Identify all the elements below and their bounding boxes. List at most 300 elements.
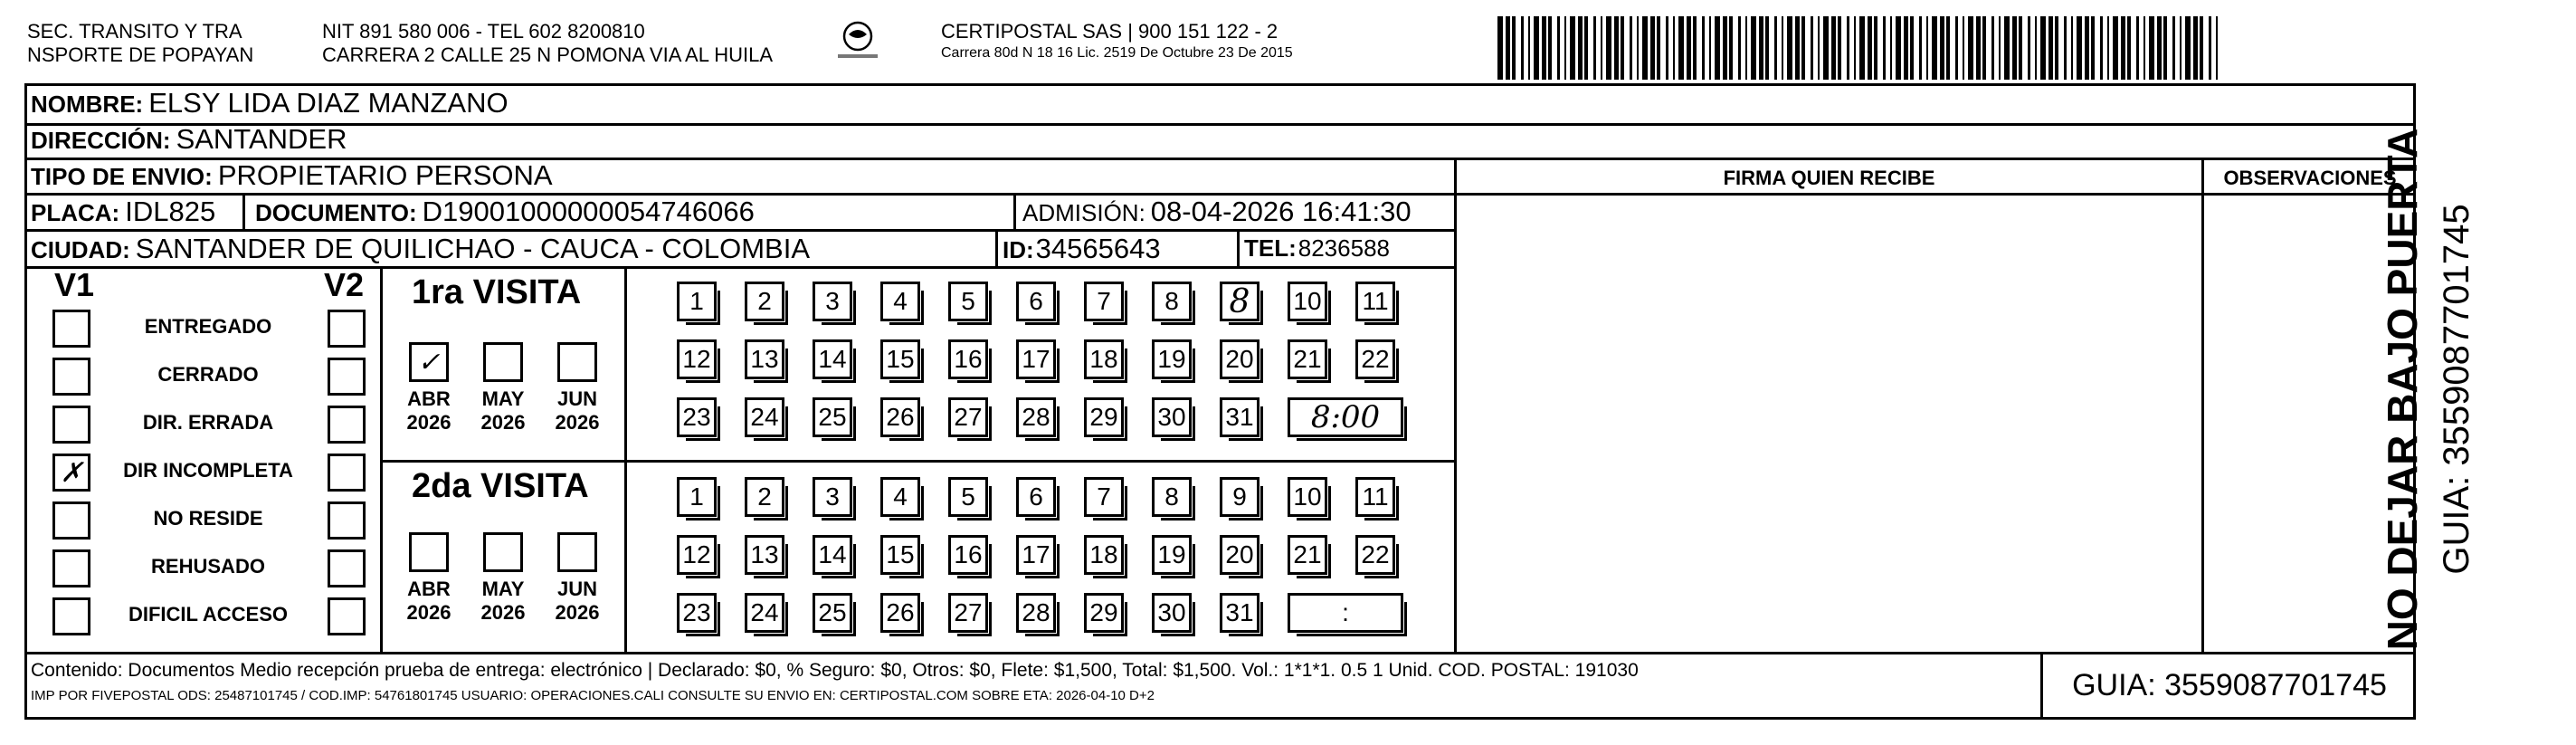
barcode-bar — [1896, 16, 1901, 80]
barcode-bar — [1765, 16, 1769, 80]
barcode-bar — [2193, 16, 2198, 80]
day-box[interactable] — [745, 535, 784, 575]
month-label — [540, 578, 614, 625]
sender-info — [322, 20, 773, 67]
barcode-bar — [1811, 16, 1813, 80]
barcode-bar — [1542, 16, 1546, 80]
day-box[interactable] — [948, 282, 988, 321]
barcode-bar — [1570, 16, 1575, 80]
day-number: 25 — [818, 598, 847, 626]
visit1-title: 1ra VISITA — [412, 273, 582, 311]
day-box[interactable] — [813, 535, 852, 575]
month-name: MAY — [481, 387, 525, 410]
barcode-bar — [2180, 16, 2182, 80]
month-name: MAY — [481, 578, 525, 600]
day-box[interactable] — [948, 477, 988, 517]
time-value: 8:00 — [1310, 399, 1381, 435]
day-box[interactable] — [745, 339, 784, 379]
day-number: 27 — [954, 403, 983, 431]
day-number: 8 — [1164, 287, 1179, 315]
day-number: 15 — [886, 345, 915, 373]
day-box[interactable] — [677, 397, 717, 437]
barcode-bar — [2157, 16, 2162, 80]
day-handwritten-mark: 8 — [1229, 282, 1250, 320]
day-number: 21 — [1293, 540, 1322, 568]
barcode-bar — [2071, 16, 2073, 80]
month-checkbox[interactable] — [483, 532, 523, 572]
barcode-bar — [2064, 16, 2067, 80]
no-dejar-bajo-puerta: NO DEJAR BAJO PUERTA — [2379, 128, 2426, 651]
barcode-bar — [1868, 16, 1872, 80]
day-number: 3 — [825, 482, 840, 511]
month-checkbox[interactable] — [409, 342, 449, 382]
ciudad-cell — [31, 233, 810, 265]
barcode-bar — [1709, 16, 1711, 80]
day-number: 25 — [818, 403, 847, 431]
day-number: 18 — [1089, 345, 1118, 373]
day-number: 19 — [1157, 540, 1186, 568]
barcode-bar — [1715, 16, 1720, 80]
direccion-row — [31, 123, 347, 156]
day-box[interactable] — [813, 282, 852, 321]
day-number: 29 — [1089, 403, 1118, 431]
day-number: 14 — [818, 540, 847, 568]
barcode-bar — [1831, 16, 1836, 80]
day-number: 16 — [954, 540, 983, 568]
day-number: 18 — [1089, 540, 1118, 568]
day-box[interactable] — [677, 339, 717, 379]
day-number: 2 — [757, 287, 772, 315]
barcode-bar — [2149, 16, 2154, 80]
sender-name-line-2: NSPORTE DE POPAYAN — [27, 43, 254, 66]
barcode-bar — [1557, 16, 1560, 80]
month-name: JUN — [556, 578, 597, 600]
time-box-shadow — [1297, 602, 1407, 636]
day-number: 22 — [1361, 540, 1390, 568]
barcode-bar — [1968, 16, 1973, 80]
barcode-bar — [1678, 16, 1684, 80]
day-box[interactable] — [948, 339, 988, 379]
sender-address: CARRERA 2 CALLE 25 N POMONA VIA AL HUILA — [322, 43, 774, 66]
barcode-bar — [1497, 16, 1503, 80]
visit2-title: 2da VISITA — [412, 467, 589, 505]
barcode-bar — [1650, 16, 1655, 80]
day-box[interactable] — [880, 535, 920, 575]
barcode-bar — [1818, 16, 1820, 80]
barcode-bar — [2143, 16, 2145, 80]
day-box[interactable] — [677, 282, 717, 321]
barcode-bar — [2028, 16, 2030, 80]
barcode-bar — [1506, 16, 1510, 80]
day-box[interactable] — [1152, 477, 1192, 517]
day-number: 22 — [1361, 345, 1390, 373]
v2-label: V2 — [324, 266, 365, 303]
carrier-name: CERTIPOSTAL SAS | 900 151 122 - 2 — [941, 20, 1278, 43]
barcode-bar — [2172, 16, 2175, 80]
nombre-row — [31, 87, 509, 119]
direccion-value: SANTANDER — [176, 123, 347, 155]
day-box[interactable] — [813, 477, 852, 517]
day-number: 28 — [1022, 598, 1050, 626]
day-number: 24 — [750, 598, 779, 626]
v1-checkbox[interactable] — [52, 310, 90, 348]
day-box[interactable] — [745, 397, 784, 437]
barcode-bar — [1991, 16, 1994, 80]
v2-checkbox[interactable] — [328, 406, 366, 444]
day-box[interactable] — [1152, 282, 1192, 321]
day-box[interactable] — [745, 282, 784, 321]
v2-checkbox[interactable] — [328, 454, 366, 492]
day-number: 9 — [1232, 482, 1247, 511]
day-box[interactable] — [1288, 477, 1327, 517]
barcode-bar — [1521, 16, 1524, 80]
barcode-bar — [2136, 16, 2139, 80]
month-year: 2026 — [406, 601, 452, 624]
placa-value: IDL825 — [125, 196, 216, 227]
day-box[interactable] — [677, 477, 717, 517]
v1-label: V1 — [54, 266, 95, 303]
barcode-bar — [2004, 16, 2010, 80]
firma-header: FIRMA QUIEN RECIBE — [1723, 167, 1935, 189]
barcode-bar — [2163, 16, 2167, 80]
barcode-bar — [2085, 16, 2089, 80]
day-box[interactable] — [948, 535, 988, 575]
day-box[interactable] — [745, 593, 784, 633]
month-label — [466, 387, 540, 435]
barcode-bar — [1621, 16, 1624, 80]
day-box[interactable] — [1355, 477, 1395, 517]
barcode-bar — [1548, 16, 1552, 80]
day-number: 11 — [1362, 287, 1389, 315]
month-year: 2026 — [480, 601, 526, 624]
imp-line: IMP POR FIVEPOSTAL ODS: 25487101745 / COD.IMP: 54761801745 USUARIO: OPERACIONES.CALI CONSULTE SU ENVIO EN: CERTIPOSTAL.COM SOBRE ETA: 2026-04-10 D+2 — [31, 688, 1155, 703]
placa-cell — [31, 196, 215, 228]
barcode-bar — [1578, 16, 1583, 80]
month-label — [392, 578, 466, 625]
barcode-bar — [1601, 16, 1602, 80]
status-reason-label: ENTREGADO — [144, 315, 272, 338]
day-number: 6 — [1029, 287, 1043, 315]
barcode-bar — [1795, 16, 1800, 80]
v1-checkbox[interactable] — [52, 501, 90, 540]
status-reason-label: REHUSADO — [151, 555, 265, 578]
day-box[interactable] — [1220, 535, 1259, 575]
month-checkbox[interactable] — [557, 532, 597, 572]
day-box[interactable] — [677, 535, 717, 575]
v2-checkbox[interactable] — [328, 310, 366, 348]
month-year: 2026 — [555, 601, 600, 624]
ciudad-label: CIUDAD: — [31, 236, 130, 263]
day-number: 7 — [1097, 482, 1111, 511]
barcode-bar — [1723, 16, 1727, 80]
day-box[interactable] — [1220, 339, 1259, 379]
sender-nit: NIT 891 580 006 - TEL 602 8200810 — [322, 20, 645, 43]
id-cell — [1003, 233, 1161, 265]
day-box[interactable] — [1084, 282, 1124, 321]
status-reason-label: DIR INCOMPLETA — [123, 459, 293, 482]
barcode-bar — [1666, 16, 1668, 80]
barcode-bar — [1999, 16, 2001, 80]
day-number: 1 — [689, 287, 704, 315]
barcode-bar — [1823, 16, 1829, 80]
barcode-bar — [1859, 16, 1865, 80]
barcode-bar — [1787, 16, 1792, 80]
day-number: 15 — [886, 540, 915, 568]
status-reason-label: DIR. ERRADA — [142, 411, 274, 434]
v2-checkbox[interactable] — [328, 549, 366, 587]
barcode-bar — [2048, 16, 2053, 80]
month-checkbox[interactable] — [483, 342, 523, 382]
barcode-bar — [2185, 16, 2191, 80]
ciudad-value: SANTANDER DE QUILICHAO - CAUCA - COLOMBIA — [135, 233, 811, 264]
barcode-bar — [1593, 16, 1596, 80]
v1-checkbox[interactable] — [52, 597, 90, 635]
day-number: 23 — [682, 598, 711, 626]
barcode-bar — [1606, 16, 1611, 80]
v2-checkbox[interactable] — [328, 597, 366, 635]
documento-cell — [255, 196, 755, 228]
day-box[interactable] — [1220, 477, 1259, 517]
side-guia: GUIA: 3559087701745 — [2437, 204, 2476, 575]
barcode-bar — [2035, 16, 2037, 80]
month-name: ABR — [407, 578, 451, 600]
barcode-bar — [1693, 16, 1697, 80]
barcode-bar — [2012, 16, 2017, 80]
day-box[interactable] — [1016, 397, 1056, 437]
day-number: 4 — [893, 287, 908, 315]
barcode-bar — [1774, 16, 1777, 80]
barcode-bar — [1637, 16, 1639, 80]
v2-checkbox[interactable] — [328, 358, 366, 396]
barcode-bar — [2019, 16, 2022, 80]
day-box[interactable] — [1084, 477, 1124, 517]
v2-checkbox[interactable] — [328, 501, 366, 540]
carrier-info — [941, 20, 1293, 63]
tipo-envio-value: PROPIETARIO PERSONA — [217, 159, 553, 191]
barcode-bar — [1982, 16, 1986, 80]
day-box[interactable] — [1084, 339, 1124, 379]
observaciones-header: OBSERVACIONES — [2223, 167, 2397, 189]
v1-checkbox[interactable] — [52, 358, 90, 396]
day-number: 27 — [954, 598, 983, 626]
day-number: 24 — [750, 403, 779, 431]
barcode-bar — [1702, 16, 1705, 80]
day-number: 11 — [1362, 482, 1389, 511]
barcode-bar — [1759, 16, 1763, 80]
barcode-bar — [1874, 16, 1877, 80]
barcode-bar — [1838, 16, 1841, 80]
footer-guia: GUIA: 3559087701745 — [2072, 668, 2387, 702]
day-number: 16 — [954, 345, 983, 373]
barcode-bar — [1940, 16, 1944, 80]
time-box[interactable] — [1288, 397, 1403, 437]
barcode-bar — [1534, 16, 1539, 80]
barcode-bar — [1729, 16, 1733, 80]
day-box[interactable] — [1016, 477, 1056, 517]
barcode-bar — [1890, 16, 1892, 80]
month-check-mark: ✓ — [417, 346, 441, 378]
day-box[interactable] — [813, 339, 852, 379]
day-number: 26 — [886, 403, 915, 431]
month-year: 2026 — [555, 411, 600, 434]
month-name: ABR — [407, 387, 451, 410]
month-year: 2026 — [480, 411, 526, 434]
barcode-bar — [1854, 16, 1856, 80]
day-number: 30 — [1157, 598, 1186, 626]
barcode-bar — [1801, 16, 1805, 80]
barcode-bar — [1614, 16, 1619, 80]
day-box[interactable] — [948, 593, 988, 633]
tel-value: 8236588 — [1298, 234, 1390, 262]
direccion-label: DIRECCIÓN: — [31, 127, 171, 154]
time-box[interactable] — [1288, 593, 1403, 633]
day-box[interactable] — [1220, 593, 1259, 633]
day-number: 20 — [1225, 540, 1254, 568]
day-number: 23 — [682, 403, 711, 431]
day-box[interactable] — [813, 593, 852, 633]
day-number: 26 — [886, 598, 915, 626]
day-box[interactable] — [1016, 535, 1056, 575]
day-box[interactable] — [880, 593, 920, 633]
day-number: 5 — [961, 482, 975, 511]
barcode-bar — [1673, 16, 1675, 80]
barcode-bar — [1932, 16, 1937, 80]
day-number: 10 — [1293, 287, 1322, 315]
barcode-bar — [2121, 16, 2125, 80]
v1-checkbox[interactable] — [52, 454, 90, 492]
tel-label: TEL: — [1244, 234, 1297, 262]
day-box[interactable] — [880, 477, 920, 517]
month-checkbox[interactable] — [557, 342, 597, 382]
day-number: 20 — [1225, 345, 1254, 373]
sender-name — [27, 20, 253, 67]
day-box[interactable] — [1016, 593, 1056, 633]
day-box[interactable] — [1355, 535, 1395, 575]
day-number: 13 — [750, 540, 779, 568]
documento-value: D19001000000054746066 — [422, 196, 755, 227]
barcode-bar — [1946, 16, 1950, 80]
tipo-envio-row — [31, 159, 553, 192]
nombre-value: ELSY LIDA DIAZ MANZANO — [148, 87, 509, 119]
day-number: 14 — [818, 345, 847, 373]
day-box[interactable] — [1288, 339, 1327, 379]
time-value: : — [1342, 598, 1349, 626]
day-number: 4 — [893, 482, 908, 511]
day-box[interactable] — [948, 397, 988, 437]
day-box[interactable] — [1355, 339, 1395, 379]
barcode-bar — [1584, 16, 1588, 80]
day-box[interactable] — [880, 282, 920, 321]
header-barcode — [1497, 16, 2230, 80]
day-box[interactable] — [1084, 397, 1124, 437]
day-number: 29 — [1089, 598, 1118, 626]
day-box[interactable] — [1220, 397, 1259, 437]
day-number: 21 — [1293, 345, 1322, 373]
day-box[interactable] — [813, 397, 852, 437]
barcode-bar — [2055, 16, 2058, 80]
barcode-bar — [1904, 16, 1908, 80]
barcode-bar — [2113, 16, 2118, 80]
day-box[interactable] — [1016, 282, 1056, 321]
day-box[interactable] — [1288, 282, 1327, 321]
day-number: 19 — [1157, 345, 1186, 373]
barcode-bar — [1847, 16, 1849, 80]
day-box[interactable] — [1084, 535, 1124, 575]
tipo-envio-label: TIPO DE ENVIO: — [31, 163, 213, 190]
day-number: 12 — [682, 345, 711, 373]
admision-cell — [1022, 196, 1412, 228]
day-number: 17 — [1022, 345, 1050, 373]
v1-checkbox[interactable] — [52, 549, 90, 587]
id-value: 34565643 — [1035, 233, 1161, 264]
barcode-bar — [1687, 16, 1691, 80]
month-year: 2026 — [406, 411, 452, 434]
day-box[interactable] — [1084, 593, 1124, 633]
day-number: 1 — [689, 482, 704, 511]
day-number: 28 — [1022, 403, 1050, 431]
barcode-bar — [1883, 16, 1886, 80]
day-box[interactable] — [1152, 397, 1192, 437]
status-reason-label: DIFICIL ACCESO — [128, 603, 288, 626]
barcode-bar — [1926, 16, 1928, 80]
barcode-bar — [1751, 16, 1756, 80]
day-number: 3 — [825, 287, 840, 315]
day-box[interactable] — [1355, 282, 1395, 321]
barcode-bar — [1745, 16, 1747, 80]
day-box[interactable] — [1016, 339, 1056, 379]
day-number: 5 — [961, 287, 975, 315]
day-number: 30 — [1157, 403, 1186, 431]
admision-label: ADMISIÓN: — [1022, 199, 1145, 226]
day-box[interactable] — [1220, 282, 1259, 321]
day-box[interactable] — [1152, 339, 1192, 379]
day-number: 13 — [750, 345, 779, 373]
day-box[interactable] — [677, 593, 717, 633]
month-checkbox[interactable] — [409, 532, 449, 572]
barcode-bar — [1657, 16, 1660, 80]
barcode-bar — [2209, 16, 2211, 80]
v1-check-mark: ✗ — [60, 456, 83, 489]
barcode-bar — [1738, 16, 1741, 80]
month-label — [392, 387, 466, 435]
v1-checkbox[interactable] — [52, 406, 90, 444]
day-box[interactable] — [745, 477, 784, 517]
month-label — [466, 578, 540, 625]
day-box[interactable] — [880, 397, 920, 437]
day-number: 12 — [682, 540, 711, 568]
day-number: 31 — [1225, 403, 1254, 431]
sender-name-line-1: SEC. TRANSITO Y TRA — [27, 20, 242, 43]
barcode-bar — [1512, 16, 1516, 80]
barcode-bar — [1919, 16, 1922, 80]
day-box[interactable] — [1288, 535, 1327, 575]
content-line: Contenido: Documentos Medio recepción prueba de entrega: electrónico | Declarado: $0, % Seguro: $0, Otros: $0, Flete: $1,500, Total: $1,500. Vol.: 1*1*1. 0.5 1 Unid. COD. POSTAL: 191030 — [31, 660, 1639, 681]
tel-cell — [1244, 234, 1390, 263]
barcode-bar — [2040, 16, 2046, 80]
nombre-label: NOMBRE: — [31, 91, 144, 118]
day-number: 8 — [1164, 482, 1179, 511]
placa-label: PLACA: — [31, 199, 120, 226]
day-box[interactable] — [880, 339, 920, 379]
day-number: 10 — [1293, 482, 1322, 511]
barcode-bar — [1630, 16, 1632, 80]
day-box[interactable] — [1152, 593, 1192, 633]
day-box[interactable] — [1152, 535, 1192, 575]
barcode-bar — [2091, 16, 2095, 80]
documento-label: DOCUMENTO: — [255, 199, 417, 226]
barcode-bar — [2200, 16, 2203, 80]
barcode-bar — [2127, 16, 2131, 80]
